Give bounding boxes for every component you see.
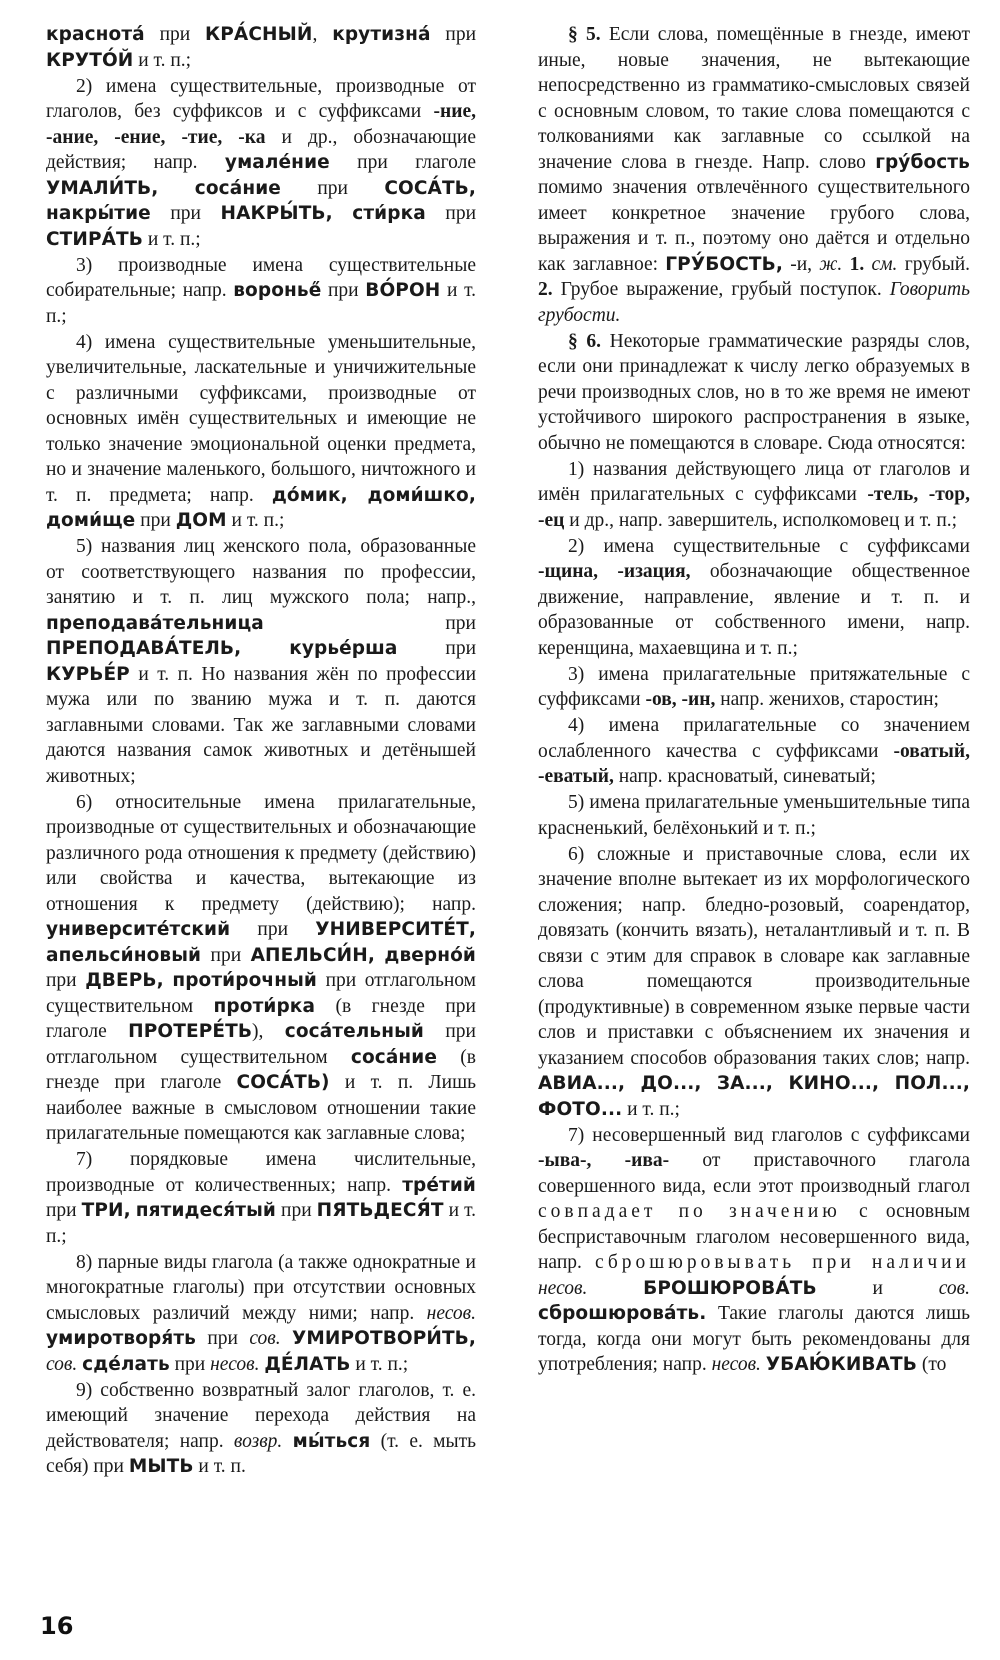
headword: ДОМ — [175, 510, 227, 531]
headword: соса́ние — [350, 1046, 437, 1068]
headword: апельси́новый — [46, 944, 202, 966]
text — [375, 945, 384, 966]
abbreviation: см. — [871, 253, 898, 275]
text: обозначающие общественное движение, направление, явление и т. п. и образованные от собственного имени, напр. керенщина, махаевщина и т. п.; — [538, 561, 970, 659]
text — [842, 254, 849, 275]
section-number: § 5. — [568, 24, 601, 45]
text: 2) имена существительные с суффиксами — [568, 535, 970, 557]
paragraph — [538, 713, 970, 790]
spaced-text: совпадает по значению — [538, 1201, 841, 1222]
paragraph — [538, 842, 970, 1123]
text: и т. п. — [193, 1456, 246, 1477]
headword: преподава́тельница — [46, 612, 264, 634]
paragraph — [46, 534, 476, 789]
text: при — [201, 944, 251, 966]
text: 7) порядковые имена числительные, производные от количественных; напр. — [46, 1149, 476, 1196]
abbreviation: сов. — [46, 1353, 78, 1375]
section-number: § 6. — [568, 330, 601, 352]
text: при — [46, 1200, 82, 1221]
text — [281, 1328, 292, 1349]
headword: УНИВЕРСИТЕ́Т, — [315, 919, 476, 940]
suffix-list: -ние, -ание, -ение, -тие, -ка — [46, 101, 476, 148]
text: напр. красноватый, синеватый; — [613, 766, 876, 787]
text: Грубое выражение, грубый поступок. — [552, 279, 890, 300]
headword: МЫТЬ — [128, 1456, 194, 1477]
text: помимо значения отвлечённого существительного имеет конкретное значение грубого слова, выражения и т. п., поэтому оно даётся и отдельно как заглавное: — [538, 177, 970, 275]
abbreviation: возвр. — [233, 1430, 283, 1452]
text: при — [425, 203, 477, 224]
headword: БРОШЮРОВА́ТЬ — [643, 1277, 817, 1299]
headword: НАКРЫ́ТЬ, — [220, 203, 333, 224]
headword: тре́тий — [402, 1174, 476, 1196]
suffix-list: -оватый, -еватый, — [538, 740, 970, 787]
abbreviation: несов. — [210, 1353, 260, 1375]
abbreviation: сов. — [249, 1328, 281, 1349]
paragraph — [46, 790, 476, 1147]
text: 7) несовершенный вид глаголов с суффиксами — [568, 1124, 970, 1146]
headword: КУРЬЕ́Р — [46, 663, 130, 685]
text: и т. п.; — [46, 280, 477, 327]
text: при глаголе — [329, 152, 476, 173]
text — [333, 203, 353, 224]
text: и т. п.; — [133, 49, 192, 71]
suffix-list: -тель, -тор, -ец — [538, 484, 970, 531]
sense-number: 2. — [538, 279, 553, 300]
text: Некоторые грамматические разряды слов, если они принадлежат к числу легко образуемых в речи производных слов, но в то же время не имеют устойчивого широкого распространения в языке, обычно не помещаются в словаре. Сюда относятся: — [538, 330, 971, 454]
sense-number: 1. — [849, 253, 865, 275]
text: (т. е. мыть себя) при — [46, 1430, 476, 1477]
paragraph — [538, 790, 970, 841]
headword: ГРУ́БОСТЬ, — [665, 253, 783, 275]
headword: УМАЛИ́ТЬ, — [46, 177, 159, 199]
text: грубый. — [897, 253, 971, 275]
text: при — [430, 24, 477, 45]
paragraph — [46, 22, 476, 73]
headword: СОСА́ТЬ, — [384, 177, 477, 199]
text — [241, 638, 289, 659]
headword: умиротворя́ть — [46, 1328, 196, 1349]
headword: ВО́РОН — [365, 280, 441, 301]
abbreviation: несов. — [426, 1302, 476, 1324]
headword: АВИА..., ДО..., ЗА..., КИНО..., ПОЛ..., ФОТО... — [538, 1073, 970, 1120]
text: при отглагольном существительном — [46, 970, 476, 1017]
headword: СОСА́ТЬ) — [236, 1072, 330, 1093]
headword: ДВЕРЬ, — [85, 970, 164, 991]
paragraph — [46, 253, 476, 330]
text — [587, 1278, 643, 1299]
text: 6) сложные и приставочные слова, если их значение вполне вытекает из их морфологического сложения; напр. бледно-розовый, соарендатор, довязать (кончить вязать), неталантливый и т. п. В связи с этим для справок в словаре как заглавные слова помещаются производительные (продуктивные) в современном языке первые части слов и приставки с объяснением их значения и указанием способов образования таких слов; напр. — [538, 843, 970, 1069]
headword: сти́рка — [352, 203, 426, 224]
example: Говорить грубости. — [538, 279, 970, 326]
text: 3) имена прилагательные притяжательные с суффиксами — [538, 663, 970, 710]
text: -и, — [782, 253, 820, 275]
suffix-list: -ов, -ин, — [645, 689, 716, 710]
page-number: 16 — [40, 1612, 74, 1640]
text: 2) имена существительные, производные от глаголов, без суффиксов и с суффиксами — [46, 75, 476, 122]
spaced-text: сброшюровывать при наличии — [594, 1252, 970, 1273]
left-column — [46, 22, 476, 1480]
paragraph — [46, 1378, 476, 1480]
text: 9) собственно возвратный залог глаголов, т. е. имеющий значение перехода действия на действователя; напр. — [46, 1379, 476, 1452]
text: при отглагольном существительном — [46, 1021, 476, 1068]
abbreviation: несов. — [538, 1277, 588, 1299]
text: и т. п.; — [46, 1200, 477, 1247]
text: 6) относительные имена прилагательные, производные от существительных и обозначающие различного рода отношения к предмету (действию) или свойства и качества, вытекающие из отношения к предмету (действию); напр. — [46, 791, 476, 915]
text: и др., напр. завершитель, исполкомовец и т. п.; — [564, 509, 958, 531]
headword: УМИРОТВОРИ́ТЬ, — [292, 1328, 477, 1349]
text: и т. п.; — [142, 228, 201, 250]
abbreviation: сов. — [938, 1277, 971, 1299]
text: 5) названия лиц женского пола, образованные от соответствующего названия по профессии, занятию и т. п. лиц мужского пола; напр., — [46, 536, 476, 608]
text: при — [150, 203, 221, 224]
paragraph — [538, 534, 970, 662]
text: и т. п.; — [622, 1098, 680, 1120]
headword: проти́рочный — [172, 970, 317, 991]
headword: мы́ться — [292, 1430, 371, 1452]
text: Если слова, помещённые в гнезде, имеют иные, новые значения, не вытекающие непосредственно из грамматико-смысловых связей с основным словом, то такие слова помещаются с толкованиями как заглавные со ссылкой на значение слова в гнезде. Напр. слово — [538, 24, 971, 173]
text: (то — [916, 1354, 947, 1375]
text: при — [280, 177, 385, 199]
headword: курье́рша — [289, 638, 398, 659]
headword: университе́тский — [46, 919, 231, 940]
headword: КРА́СНЫЙ — [205, 24, 313, 45]
headword: проти́рка — [213, 995, 316, 1017]
text — [282, 1431, 292, 1452]
headword: СТИРА́ТЬ — [46, 228, 143, 250]
text: от приставочного глагола совершенного вида, если этот производный глагол — [538, 1150, 970, 1197]
headword: УБАЮ́КИВАТЬ — [765, 1354, 917, 1375]
text: при — [195, 1328, 250, 1349]
text: при — [169, 1353, 211, 1375]
text: 5) имена прилагательные уменьшительные типа красненький, белёхонький и т. п.; — [538, 792, 970, 839]
text: 8) парные виды глагола (а также однократные и многократные глаголы) при отсутствии основных смысловых различий между ними; напр. — [46, 1251, 476, 1324]
text — [158, 178, 194, 199]
headword: ДЕ́ЛАТЬ — [264, 1353, 351, 1375]
text: при — [46, 970, 86, 991]
text: и т. п.; — [350, 1353, 409, 1375]
paragraph — [46, 74, 476, 253]
text: 4) имена прилагательные со значением ослабленного качества с суффиксами — [538, 715, 970, 762]
text: и т. п.; — [226, 510, 285, 531]
text: с основным бесприставочным глаголом несовершенного вида, напр. — [538, 1201, 970, 1273]
headword: КРУТО́Й — [46, 49, 134, 71]
text: при — [230, 919, 316, 940]
text: и — [816, 1277, 939, 1299]
headword: воронье̋ — [233, 280, 322, 301]
text: (в гнезде при глаголе — [46, 995, 476, 1042]
text: при — [275, 1200, 317, 1221]
headword: сброшюрова́ть. — [538, 1303, 707, 1324]
paragraph — [538, 457, 970, 534]
paragraph — [538, 1123, 970, 1378]
text: при — [397, 638, 477, 659]
text: ), — [252, 1021, 285, 1042]
abbreviation: несов. — [711, 1354, 761, 1375]
suffix-list: -щина, -изация, — [538, 561, 691, 582]
text: 1) названия действующего лица от глаголов и имён прилагательных с суффиксами — [538, 458, 970, 505]
text: (в гнезде при глаголе — [46, 1046, 476, 1093]
headword: гру́бость — [875, 151, 970, 173]
text: напр. женихов, старостин; — [715, 689, 939, 710]
text: 4) имена существительные уменьшительные, увеличительные, ласкательные и уничижительные с различными суффиксами, производные от основных имён существительных и имеющие не только значение эмоциональной оценки предмета, но и значение маленького, большого, ничтожного и т. п. предмета; напр. — [46, 331, 476, 506]
headword: краснота́ — [46, 24, 145, 45]
abbreviation: ж. — [819, 253, 843, 275]
text: 3) производные имена существительные собирательные; напр. — [46, 254, 476, 301]
paragraph — [538, 329, 970, 457]
headword: ПЯТЬДЕСЯ́Т — [316, 1200, 444, 1221]
text: при — [321, 280, 366, 301]
text: и т. п. Лишь наиболее важные в смысловом отношении такие прилагательные помещаются как заглавные слова; — [46, 1072, 476, 1144]
paragraph — [46, 330, 476, 534]
headword: сде́лать — [82, 1353, 170, 1375]
right-column — [538, 22, 970, 1378]
text: при — [144, 24, 206, 45]
suffix-list: -ыва-, -ива- — [538, 1150, 670, 1171]
text: при — [135, 510, 176, 531]
paragraph — [538, 22, 970, 328]
headword: пятидеся́тый — [135, 1200, 276, 1221]
headword: ПРОТЕРЕ́ТЬ — [128, 1021, 253, 1042]
headword: ТРИ, — [81, 1200, 131, 1221]
text: при — [263, 612, 476, 634]
paragraph — [46, 1250, 476, 1378]
headword: ПРЕПОДАВА́ТЕЛЬ, — [46, 638, 242, 659]
paragraph — [46, 1147, 476, 1249]
text: и т. п. Но названия жён по профессии мужа или по званию мужа и т. п. даются заглавными словами. Так же заглавными словами даются названия самок животных и детёнышей животных; — [46, 663, 476, 787]
headword: умале́ние — [224, 152, 330, 173]
headword: соса́ние — [194, 177, 281, 199]
text: , — [312, 24, 333, 45]
paragraph — [538, 662, 970, 713]
headword: накры́тие — [46, 203, 151, 224]
headword: дверно́й — [384, 944, 476, 966]
headword: соса́тельный — [284, 1021, 424, 1042]
headword: до́мик, доми́шко, доми́ще — [46, 484, 476, 531]
headword: крутизна́ — [332, 24, 431, 45]
text: и др., обозначающие действия; напр. — [46, 126, 476, 173]
headword: АПЕЛЬСИ́Н, — [250, 944, 375, 966]
text: Такие глаголы даются лишь тогда, когда они могут быть рекомендованы для употребления; напр. — [538, 1303, 970, 1375]
